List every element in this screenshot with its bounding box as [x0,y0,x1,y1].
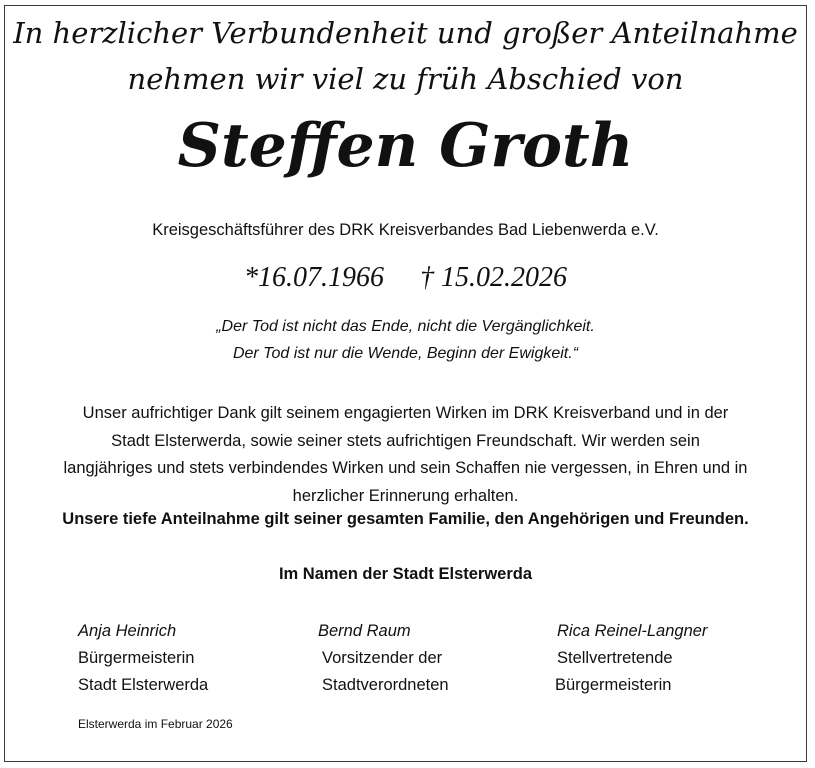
thanks-paragraph [13,400,798,510]
signatory-title: Stellvertretende [557,649,673,667]
signatory-name: Rica Reinel-Langner [557,622,708,640]
birth-date: *16.07.1966 [244,262,384,293]
quote-line-1: „Der Tod ist nicht das Ende, nicht die Vergänglichkeit. [216,318,595,335]
condolence-line: Unsere tiefe Anteilnahme gilt seiner gesamten Familie, den Angehörigen und Freunden. [62,510,749,528]
deceased-role: Kreisgeschäftsführer des DRK Kreisverbandes Bad Liebenwerda e.V. [152,221,659,239]
signatory-title: Vorsitzender der [322,649,443,667]
signatory-title: Stadt Elsterwerda [78,676,209,694]
place-and-date: Elsterwerda im Februar 2026 [78,717,233,731]
on-behalf-heading: Im Namen der Stadt Elsterwerda [278,565,533,583]
signatory-title: Stadtverordneten [322,676,449,694]
signatory-3 [557,618,707,699]
life-dates [5,262,806,294]
signatory-name: Bernd Raum [318,622,411,640]
intro-line-2: nehmen wir viel zu früh Abschied von [127,62,684,96]
signatory-name: Anja Heinrich [78,622,177,640]
quote-line-2: Der Tod ist nur die Wende, Beginn der Ewigkeit.“ [232,345,579,362]
signatory-title: Bürgermeisterin [555,676,672,694]
signatory-2 [318,618,449,699]
intro-line-1: In herzlicher Verbundenheit und großer Anteilnahme [13,16,798,50]
signatory-1 [78,618,208,699]
signatory-title: Bürgermeisterin [78,649,195,667]
deceased-name: Steffen Groth [177,111,634,181]
thanks-line-1: Unser aufrichtiger Dank gilt seinem engagierten Wirken im DRK Kreisverband und in der [82,404,729,422]
death-date: † 15.02.2026 [420,262,567,293]
obituary-notice [4,5,807,762]
thanks-line-2: Stadt Elsterwerda, sowie seiner stets aufrichtigen Freundschaft. Wir werden sein [111,431,700,450]
thanks-line-3: langjähriges und stets verbindendes Wirken und sein Schaffen nie vergessen, in Ehren und in [63,459,748,477]
thanks-line-4: herzlicher Erinnerung erhalten. [292,486,519,505]
